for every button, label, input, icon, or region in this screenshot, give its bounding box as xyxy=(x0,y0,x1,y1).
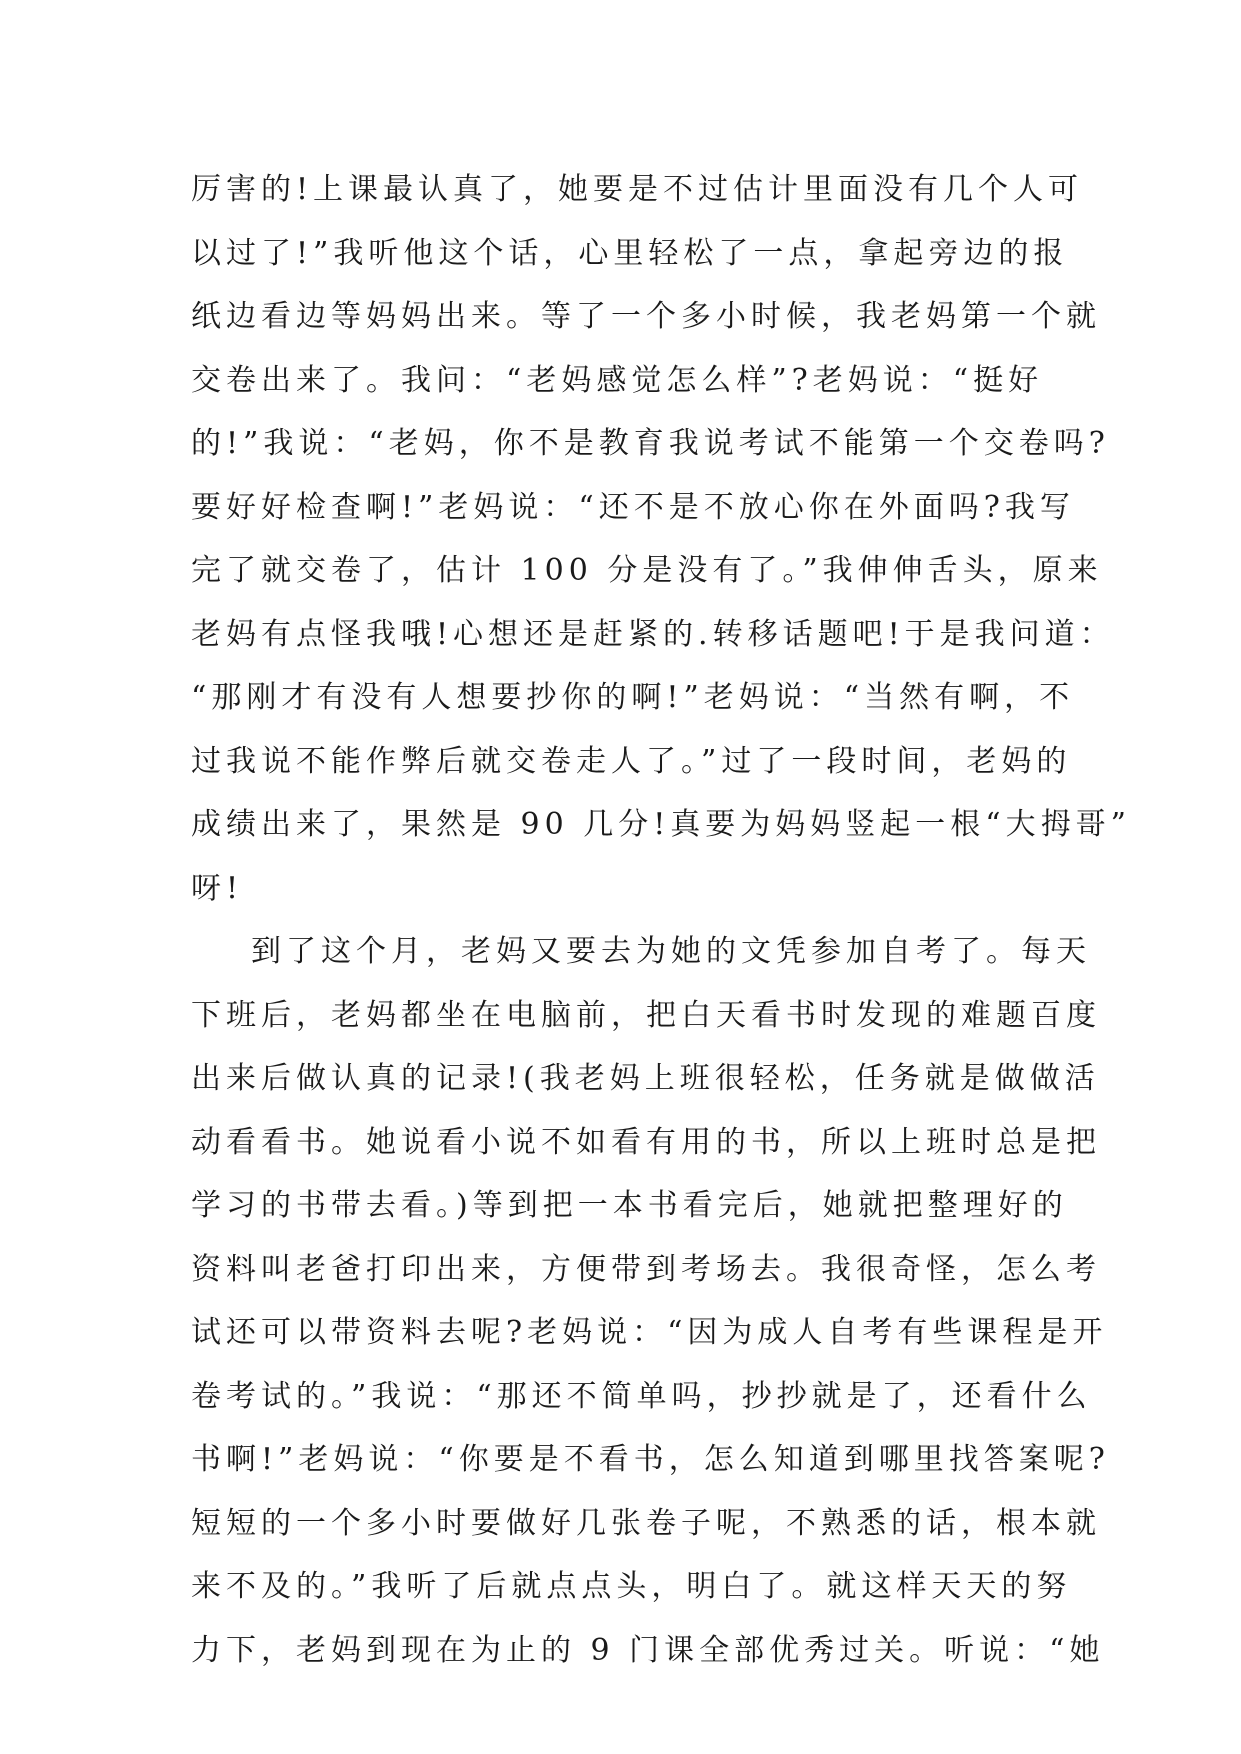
text-line: 厉害的!上课最认真了，她要是不过估计里面没有几个人可 xyxy=(191,172,1084,207)
text-line: 书啊!”老妈说：“你要是不看书，怎么知道到哪里找答案呢? xyxy=(191,1442,1110,1477)
text-line: 动看看书。她说看小说不如看有用的书，所以上班时总是把 xyxy=(191,1124,1101,1160)
text-line: 呀! xyxy=(191,870,244,906)
text-line: 以过了!”我听他这个话，心里轻松了一点，拿起旁边的报 xyxy=(191,235,1069,271)
paragraph-first-line: 到了这个月，老妈又要去为她的文凭参加自考了。每天 xyxy=(251,934,1091,969)
text-line: 来不及的。”我听了后就点点头，明白了。就这样天天的努 xyxy=(191,1569,1072,1604)
text-line: 力下，老妈到现在为止的 9 门课全部优秀过关。听说：“她 xyxy=(191,1632,1105,1668)
text-line: 要好好检查啊!”老妈说：“还不是不放心你在外面吗?我写 xyxy=(191,489,1075,525)
text-line: 老妈有点怪我哦!心想还是赶紧的.转移话题吧!于是我问道： xyxy=(191,616,1115,652)
body-text xyxy=(191,158,1131,1682)
text-line: 卷考试的。”我说：“那还不简单吗，抄抄就是了，还看什么 xyxy=(191,1378,1092,1414)
text-line: 交卷出来了。我问：“老妈感觉怎么样”?老妈说：“挺好 xyxy=(191,362,1044,398)
text-line: 过我说不能作弊后就交卷走人了。”过了一段时间，老妈的 xyxy=(191,743,1072,779)
text-line: “那刚才有没有人想要抄你的啊!”老妈说：“当然有啊，不 xyxy=(191,680,1075,715)
text-line: 出来后做认真的记录!(我老妈上班很轻松，任务就是做做活 xyxy=(191,1061,1100,1096)
text-line: 下班后，老妈都坐在电脑前，把白天看书时发现的难题百度 xyxy=(191,997,1101,1033)
text-line: 的!”我说：“老妈，你不是教育我说考试不能第一个交卷吗? xyxy=(191,426,1110,461)
text-line: 资料叫老爸打印出来，方便带到考场去。我很奇怪，怎么考 xyxy=(191,1251,1101,1287)
text-line: 成绩出来了，果然是 90 几分!真要为妈妈竖起一根“大拇哥” xyxy=(191,807,1131,842)
text-line: 短短的一个多小时要做好几张卷子呢，不熟悉的话，根本就 xyxy=(191,1505,1101,1541)
text-line: 试还可以带资料去呢?老妈说：“因为成人自考有些课程是开 xyxy=(191,1315,1108,1350)
text-line: 完了就交卷了，估计 100 分是没有了。”我伸伸舌头，原来 xyxy=(191,553,1103,588)
text-line: 学习的书带去看。)等到把一本书看完后，她就把整理好的 xyxy=(191,1188,1068,1223)
text-line: 纸边看边等妈妈出来。等了一个多小时候，我老妈第一个就 xyxy=(191,299,1101,334)
